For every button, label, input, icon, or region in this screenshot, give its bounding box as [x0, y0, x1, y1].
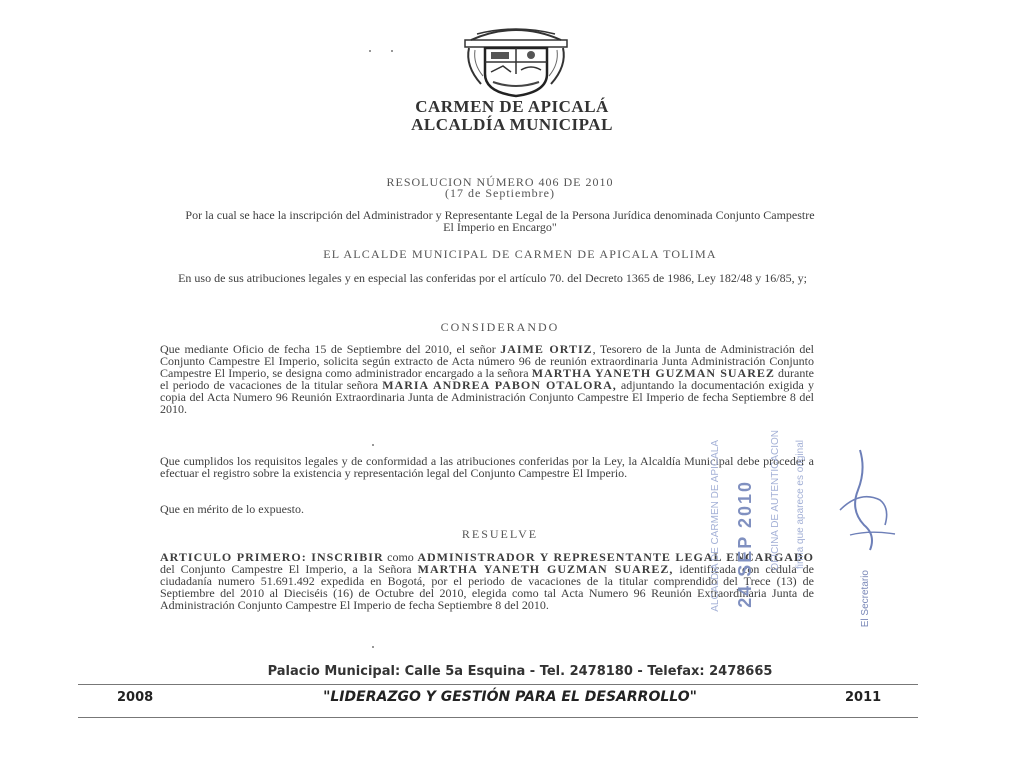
stamp-date: 24 SEP 2010 — [735, 480, 755, 608]
article-one-paragraph: ARTICULO PRIMERO: INSCRIBIR como ADMINISTRADOR Y REPRESENTANTE LEGAL ENCARGADO del Conjunto Campestre El Imperio, a la Señora MARTHA YANETH GUZMAN SUAREZ, identificada con cedula de ciudadanía numero 51.691.492 expedida en Bogotá, por el periodo de vacaciones de la titular comprendido del Trece (13) de Septiembre del 2010 al Dieciséis (16) de Octubre del 2010, elegida como tal Acta Numero 96 Reunión Extraordinaria Junta de Administración Conjunto Campestre El Imperio de fecha Septiembre 8 del 2010. — [160, 550, 815, 612]
resolution-date: (17 de Septiembre) — [445, 186, 555, 200]
signature-icon — [830, 430, 900, 560]
considering-paragraph-3: Que en mérito de lo expuesto. — [160, 502, 304, 516]
considering-paragraph-1: Que mediante Oficio de fecha 15 de Septiembre del 2010, el señor JAIME ORTIZ, Tesorero de la Junta de Administración del Conjunto Campestre El Imperio, solicita según extracto de Acta número 96 de reunión extraordinaria Junta Administración Conjunto Campestre El Imperio, se designa como administrador encargado a la señora MARTHA YANETH GUZMAN SUAREZ durante el periodo de vacaciones de la titular señora MARIA ANDREA PABON OTALORA, adjuntando la documentación exigida y copia del Acta Numero 96 Reunión Extraordinaria Junta de Administración Conjunto Campestre El Imperio de fecha Septiembre 8 del 2010. — [160, 342, 814, 416]
resolves-heading: RESUELVE — [461, 527, 539, 541]
speck — [391, 50, 393, 52]
considering-paragraph-2: Que cumplidos los requisitos legales y de conformidad a las atribuciones conferidas por la Ley, la Alcaldía Municipal debe proceder a efectuar el registro sobre la existencia y representación legal del Conjunto Campestre El Imperio. — [160, 454, 814, 480]
authority-heading: EL ALCALDE MUNICIPAL DE CARMEN DE APICALA TOLIMA — [323, 247, 717, 261]
speck — [372, 444, 374, 446]
considering-heading: CONSIDERANDO — [440, 320, 560, 334]
footer-bottom-divider — [78, 717, 918, 718]
authentication-stamp — [700, 420, 830, 640]
footer-address: Palacio Municipal: Calle 5a Esquina - Tel. 2478180 - Telefax: 2478665 — [267, 664, 773, 679]
resolution-intro: Por la cual se hace la inscripción del Administrador y Representante Legal de la Persona Jurídica denominada Conjunto Campestre El Imperio en Encargo" — [185, 208, 815, 234]
footer-slogan: "LIDERAZGO Y GESTIÓN PARA EL DESARROLLO" — [323, 689, 697, 705]
stamp-border-text: ALCALDIA DE CARMEN DE APICALA — [710, 440, 721, 612]
stamp-border-text: firma que aparece es original — [795, 440, 806, 569]
speck — [369, 50, 371, 52]
stamp-border-text: OFICINA DE AUTENTICACION — [770, 430, 781, 571]
footer-divider — [78, 684, 918, 685]
municipality-office: ALCALDÍA MUNICIPAL — [411, 115, 613, 134]
footer-year-start: 2008 — [117, 690, 154, 705]
coat-of-arms-icon — [463, 26, 569, 98]
speck — [372, 646, 374, 648]
powers-paragraph: En uso de sus atribuciones legales y en especial las conferidas por el artículo 70. del Decreto 1365 de 1986, Ley 182/48 y 16/85, y; — [178, 271, 807, 285]
municipality-name: CARMEN DE APICALÁ — [415, 97, 609, 116]
footer-year-end: 2011 — [845, 690, 882, 705]
resolution-title: RESOLUCION NÚMERO 406 DE 2010 — [386, 175, 614, 189]
secretary-label: El Secretario — [860, 570, 871, 628]
